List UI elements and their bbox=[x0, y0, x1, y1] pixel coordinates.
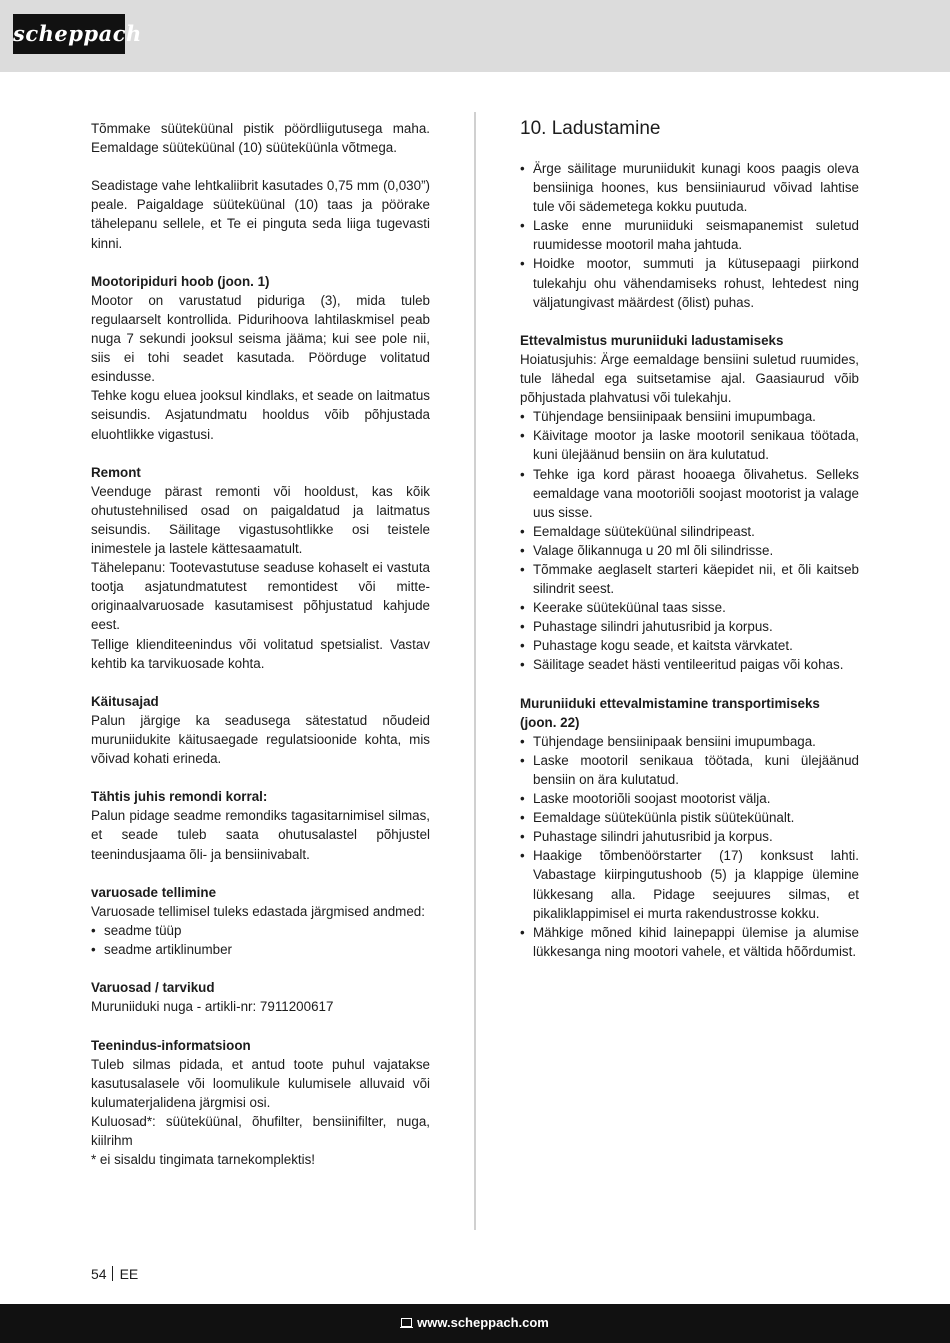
bullet-item: • Tõmmake aeglaselt starteri käepidet nii, et õli kaitseb silindrit seest. bbox=[520, 560, 859, 598]
page-number: 54 bbox=[91, 1266, 107, 1282]
paragraph: Tõmmake süüteküünal pistik pöördliigutusega maha. Eemaldage süüteküünal (10) süüteküünla võtmega. bbox=[91, 121, 430, 156]
bullet-item: • seadme artiklinumber bbox=[91, 940, 430, 959]
spacer bbox=[91, 864, 430, 883]
bullet-item: • Säilitage seadet hästi ventileeritud paigas või kohas. bbox=[520, 655, 859, 674]
spacer bbox=[520, 675, 859, 694]
bullet-item: • Keerake süüteküünal taas sisse. bbox=[520, 598, 859, 617]
bullet-item: • Laske mootoril senikaua töötada, kuni ülejäänud bensiin on ära kulutatud. bbox=[520, 751, 859, 789]
spacer bbox=[91, 959, 430, 978]
section-heading: Teenindus-informatsioon bbox=[91, 1037, 251, 1053]
website-link[interactable]: www.scheppach.com bbox=[417, 1315, 549, 1330]
bullet-item: • Tühjendage bensiinipaak bensiini imupumbaga. bbox=[520, 407, 859, 426]
section-heading: varuosade tellimine bbox=[91, 884, 217, 900]
bullet-item: • Käivitage mootor ja laske mootoril senikaua töötada, kuni ülejäänud bensiin on ära kulutatud. bbox=[520, 426, 859, 464]
page-number-area bbox=[91, 1265, 138, 1283]
website-line bbox=[0, 1314, 950, 1332]
paragraph: Seadistage vahe lehtkaliibrit kasutades 0,75 mm (0,030”) peale. Paigaldage süüteküünal (10) taas ja pöörake tähelepanu sellele, et Te ei pinguta seda liiga tugevasti kinni. bbox=[91, 178, 430, 251]
bullet-item: • Puhastage kogu seade, et kaitsta värvkatet. bbox=[520, 636, 859, 655]
bullet-item: • Puhastage silindri jahutusribid ja korpus. bbox=[520, 827, 859, 846]
paragraph: Palun pidage seadme remondiks tagasitarnimisel silmas, et seade tuleb saata ohutusalastel põhjustel teenindusjaama õli- ja bensiinivabalt. bbox=[91, 808, 430, 862]
section-heading: Tähtis juhis remondi korral: bbox=[91, 789, 268, 805]
spacer bbox=[91, 768, 430, 787]
section-heading: Mootoripiduri hoob (joon. 1) bbox=[91, 273, 270, 289]
bullet-item: • Haakige tõmbenöörstarter (17) konksust lahti. Vabastage kiirpingutushoob (5) ja klappige ülemine lükkesang alla. Pidage seejuures silmas, et pikaliklappimisel ei murta rakendustrosse kokku. bbox=[520, 846, 859, 922]
bullet-item: • seadme tüüp bbox=[91, 921, 430, 940]
paragraph: Tehke kogu eluea jooksul kindlaks, et seade on laitmatus seisundis. Asjatundmatu hooldus võib põhjustada eluohtlikke vigastusi. bbox=[91, 388, 430, 442]
paragraph: * ei sisaldu tingimata tarnekomplektis! bbox=[91, 1152, 316, 1168]
bullet-item: • Hoidke mootor, summuti ja kütusepaagi piirkond tulekahju ohu vähendamiseks rohust, lehtedest ning väljatungivast määrdest (õlist) puhas. bbox=[520, 254, 859, 311]
bullet-item: • Laske enne muruniiduki seismapanemist suletud ruumidesse mootoril maha jahtuda. bbox=[520, 216, 859, 254]
language-code: EE bbox=[119, 1266, 139, 1282]
bullet-item: • Eemaldage süüteküünla pistik süüteküünalt. bbox=[520, 808, 859, 827]
paragraph: Tellige klienditeenindus või volitatud spetsialist. Vastav kehtib ka tarvikuosade kohta. bbox=[91, 636, 430, 671]
spacer bbox=[91, 1016, 430, 1035]
spacer bbox=[520, 312, 859, 331]
paragraph: Tähelepanu: Tootevastutuse seaduse kohaselt ei vastuta tootja asjatundmatutest remontidest või mitte-originaalvaruosade kasutamisest põhjustatud kahjude eest. bbox=[91, 560, 430, 633]
section-heading: Ettevalmistus muruniiduki ladustamiseks bbox=[520, 332, 784, 348]
section-heading: Muruniiduki ettevalmistamine transportimiseks (joon. 22) bbox=[520, 695, 820, 730]
column-divider bbox=[474, 112, 476, 1230]
spacer bbox=[91, 157, 430, 176]
spacer bbox=[91, 673, 430, 692]
bullet-item: • Laske mootoriõli soojast mootorist välja. bbox=[520, 789, 859, 808]
page-header bbox=[0, 0, 950, 72]
paragraph: Mootor on varustatud piduriga (3), mida tuleb regulaarselt kontrollida. Pidurihoova lahtilaskmisel peab nuga 7 sekundi jooksul seisma jääma; kui see pole nii, siis ei tohi seadet kasutada. Pöörduge volitatud esindusse. bbox=[91, 292, 430, 385]
right-column bbox=[520, 119, 859, 961]
right-column-body bbox=[520, 159, 859, 961]
paragraph: Kuluosad*: süüteküünal, õhufilter, bensiinifilter, nuga, kiilrihm bbox=[91, 1113, 430, 1148]
paragraph: Veenduge pärast remonti või hooldust, kas kõik ohutustehnilised osad on paigaldatud ja laitmatus seisundis. Säilitage vigastusohtlikke osi teistele inimestele ja lastele kättesaamatult. bbox=[91, 483, 430, 557]
paragraph: Muruniiduki nuga - artikli-nr: 7911200617 bbox=[91, 999, 334, 1015]
paragraph: Varuosade tellimisel tuleks edastada järgmised andmed: bbox=[91, 903, 425, 919]
bullet-item: • Puhastage silindri jahutusribid ja korpus. bbox=[520, 617, 859, 636]
section-heading: Käitusajad bbox=[91, 693, 159, 709]
bullet-item: • Mähkige mõned kihid lainepappi ülemise ja alumise lükkesanga ning mootori vahele, et vältida hõõrdumist. bbox=[520, 923, 859, 961]
left-column bbox=[91, 119, 430, 1169]
paragraph: Palun järgige ka seadusega sätestatud nõudeid muruniidukite käitusaegade regulatsioonide kohta, mis võivad kohati erineda. bbox=[91, 712, 430, 767]
section-title: 10. Ladustamine bbox=[520, 118, 661, 139]
page-footer bbox=[0, 1304, 950, 1343]
bullet-item: • Tühjendage bensiinipaak bensiini imupumbaga. bbox=[520, 732, 859, 751]
bullet-item: • Ärge säilitage muruniidukit kunagi koos paagis oleva bensiiniga hoones, kus bensiiniaurud võivad lahtise tule või sädemetega kokku puutuda. bbox=[520, 159, 859, 216]
bullet-item: • Valage õlikannuga u 20 ml õli silindrisse. bbox=[520, 541, 859, 560]
paragraph: Tuleb silmas pidada, et antud toote puhul vajatakse kasutusalasele või loomulikule kulumisele alluvaid või kulumaterjalidena järgmisi osi. bbox=[91, 1056, 430, 1110]
paragraph: Hoiatusjuhis: Ärge eemaldage bensiini suletud ruumides, tule lähedal ega suitsetamise ajal. Gaasiaurud võib põhjustada plahvatusi või tulekahju. bbox=[520, 351, 859, 406]
section-heading: Remont bbox=[91, 464, 141, 480]
section-heading: Varuosad / tarvikud bbox=[91, 980, 215, 996]
computer-icon bbox=[401, 1318, 412, 1327]
spacer bbox=[91, 253, 430, 272]
bullet-item: • Tehke iga kord pärast hooaega õlivahetus. Selleks eemaldage vana mootoriõli soojast mootorist ja valage uus sisse. bbox=[520, 465, 859, 522]
bullet-item: • Eemaldage süüteküünal silindripeast. bbox=[520, 522, 859, 541]
separator-bar bbox=[112, 1266, 113, 1281]
scheppach-logo: scheppach bbox=[13, 14, 125, 54]
spacer bbox=[91, 444, 430, 463]
